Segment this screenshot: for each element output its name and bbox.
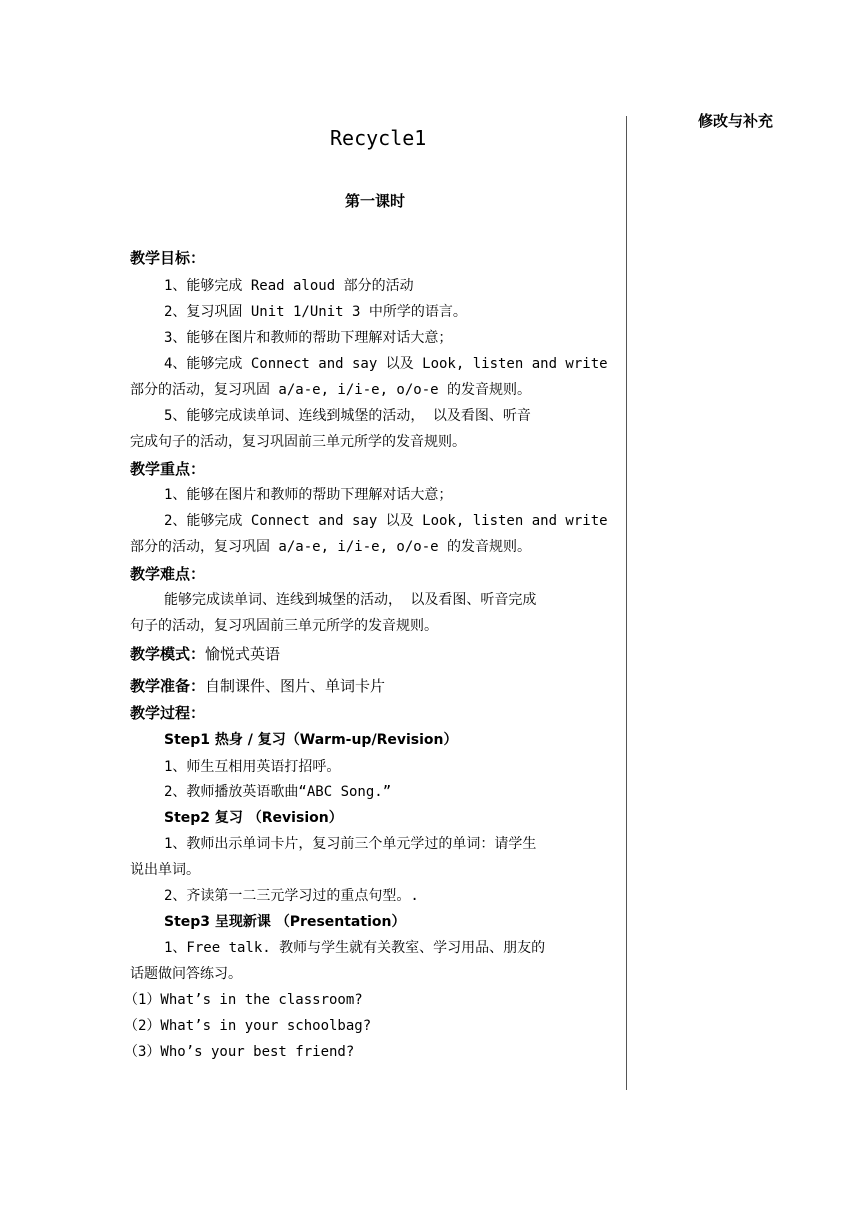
step3-line: 1、Free talk. 教师与学生就有关教室、学习用品、朋友的 <box>164 940 546 956</box>
teaching-mode-value: 愉悦式英语 <box>205 645 281 663</box>
process-heading: 教学过程： <box>130 704 206 722</box>
question-line: （1）What’s in the classroom? <box>124 992 363 1008</box>
step3-line: 话题做问答练习。 <box>130 966 242 982</box>
question-line: （3）Who’s your best friend? <box>124 1044 355 1060</box>
column-divider <box>626 116 627 1090</box>
teaching-preparation <box>130 673 622 699</box>
key-points-heading: 教学重点： <box>130 460 206 478</box>
step2-line: 1、教师出示单词卡片，复习前三个单元学过的单词：请学生 <box>164 836 537 852</box>
revision-column-title: 修改与补充 <box>698 112 774 130</box>
teaching-preparation-value: 自制课件、图片、单词卡片 <box>205 677 386 695</box>
key-point-line: 部分的活动，复习巩固 a/a-e, i/i-e, o/o-e 的发音规则。 <box>130 539 532 555</box>
step2-line: 2、齐读第一二三元学习过的重点句型。. <box>164 888 419 904</box>
key-point-line: 1、能够在图片和教师的帮助下理解对话大意； <box>164 487 453 503</box>
difficulty-heading: 教学难点： <box>130 565 206 583</box>
step1-line: 1、师生互相用英语打招呼。 <box>164 759 341 775</box>
document-title: Recycle1 <box>330 126 427 150</box>
goal-line: 5、能够完成读单词、连线到城堡的活动， 以及看图、听音 <box>164 408 531 424</box>
difficulty-line: 句子的活动，复习巩固前三单元所学的发音规则。 <box>130 618 438 634</box>
step3-heading: Step3 呈现新课 （Presentation） <box>164 914 406 930</box>
goal-line: 完成句子的活动，复习巩固前三单元所学的发音规则。 <box>130 434 466 450</box>
question-line: （2）What’s in your schoolbag? <box>124 1018 372 1034</box>
goal-line: 2、复习巩固 Unit 1/Unit 3 中所学的语言。 <box>164 304 467 320</box>
key-point-line: 2、能够完成 Connect and say 以及 Look, listen and write <box>164 513 608 529</box>
teaching-preparation-label: 教学准备： <box>130 677 206 695</box>
goal-line: 4、能够完成 Connect and say 以及 Look, listen and write <box>164 356 608 372</box>
difficulty-line: 能够完成读单词、连线到城堡的活动， 以及看图、听音完成 <box>164 592 537 608</box>
step2-line: 说出单词。 <box>130 862 200 878</box>
step2-heading: Step2 复习 （Revision） <box>164 810 343 826</box>
goal-line: 部分的活动，复习巩固 a/a-e, i/i-e, o/o-e 的发音规则。 <box>130 382 532 398</box>
lesson-subtitle: 第一课时 <box>344 192 405 210</box>
goal-line: 1、能够完成 Read aloud 部分的活动 <box>164 278 414 294</box>
step1-heading: Step1 热身 / 复习（Warm-up/Revision） <box>164 732 458 748</box>
teaching-mode-label: 教学模式： <box>130 645 206 663</box>
teaching-mode <box>130 641 622 667</box>
goals-heading: 教学目标： <box>130 249 206 267</box>
goal-line: 3、能够在图片和教师的帮助下理解对话大意； <box>164 330 453 346</box>
step1-line: 2、教师播放英语歌曲“ABC Song.” <box>164 784 392 800</box>
